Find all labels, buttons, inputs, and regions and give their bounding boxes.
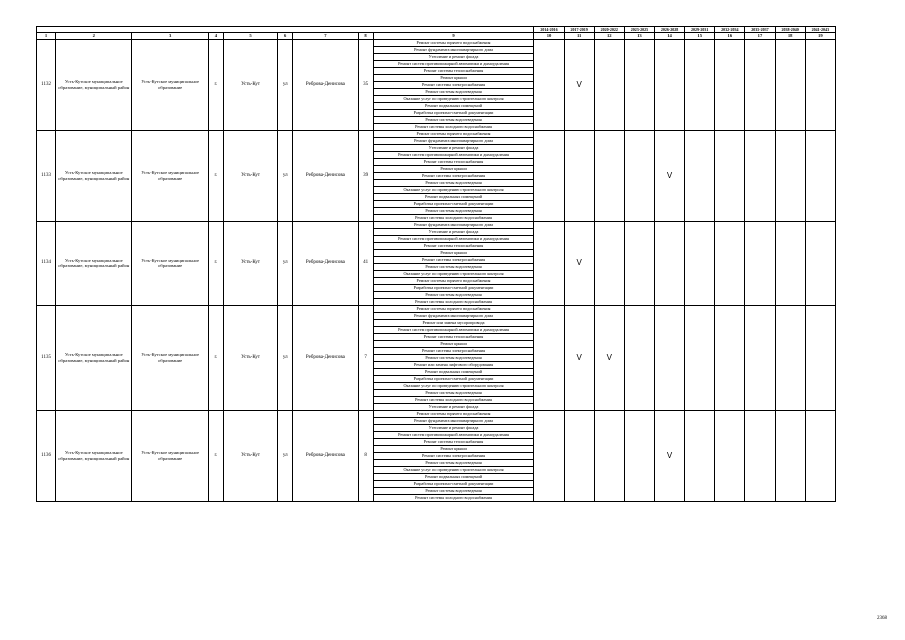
municipality-name: Усть-Кутское муниципальное образование bbox=[132, 221, 208, 305]
street-type: ул bbox=[278, 130, 293, 221]
period-mark-4: V bbox=[654, 130, 684, 221]
work-item: Ремонт систем противопожарной автоматики и дымоудаления bbox=[373, 431, 534, 438]
column-number-13: 13 bbox=[624, 33, 654, 40]
locality-type: г. bbox=[208, 305, 223, 410]
period-mark-3 bbox=[624, 410, 654, 501]
work-item: Оказание услуг по проведению строительного контроля bbox=[373, 186, 534, 193]
work-item: Ремонт подвальных помещений bbox=[373, 102, 534, 109]
period-mark-1: V bbox=[564, 39, 594, 130]
work-item: Ремонт системы теплоснабжения bbox=[373, 67, 534, 74]
period-mark-9 bbox=[805, 39, 835, 130]
period-mark-9 bbox=[805, 130, 835, 221]
work-item: Ремонт системы холодного водоснабжения bbox=[373, 494, 534, 501]
period-mark-0 bbox=[534, 410, 564, 501]
work-item: Ремонт системы электроснабжения bbox=[373, 172, 534, 179]
work-item: Ремонт систем противопожарной автоматики и дымоудаления bbox=[373, 151, 534, 158]
work-item: Ремонт системы электроснабжения bbox=[373, 81, 534, 88]
period-mark-7 bbox=[745, 130, 775, 221]
district-name: Усть-Кутское муниципальное образование, муниципальный район bbox=[56, 39, 132, 130]
period-mark-2 bbox=[594, 221, 624, 305]
work-item: Ремонт подвальных помещений bbox=[373, 193, 534, 200]
work-item: Разработка проектно-сметной документации bbox=[373, 200, 534, 207]
page-number: 2368 bbox=[877, 616, 887, 621]
period-mark-5 bbox=[685, 305, 715, 410]
column-number-1: 1 bbox=[37, 33, 56, 40]
street-type: ул bbox=[278, 39, 293, 130]
house-number: 39 bbox=[358, 130, 373, 221]
year-header-1: 2017-2019 bbox=[564, 27, 594, 33]
work-item: Ремонт фундамента многоквартирного дома bbox=[373, 312, 534, 319]
column-number-4: 4 bbox=[208, 33, 223, 40]
period-mark-8 bbox=[775, 221, 805, 305]
house-number: 35 bbox=[358, 39, 373, 130]
work-item: Ремонт системы водоотведения bbox=[373, 389, 534, 396]
year-header-3: 2023-2025 bbox=[624, 27, 654, 33]
column-number-18: 18 bbox=[775, 33, 805, 40]
period-mark-3 bbox=[624, 305, 654, 410]
table-row bbox=[37, 305, 836, 312]
column-number-15: 15 bbox=[685, 33, 715, 40]
municipality-name: Усть-Кутское муниципальное образование bbox=[132, 410, 208, 501]
work-item: Ремонт системы водоотведения bbox=[373, 354, 534, 361]
work-item: Ремонт системы горячего водоснабжения bbox=[373, 130, 534, 137]
year-header-0: 2014-2016 bbox=[534, 27, 564, 33]
period-mark-2 bbox=[594, 130, 624, 221]
work-item: Ремонт системы водоотведения bbox=[373, 263, 534, 270]
period-mark-5 bbox=[685, 39, 715, 130]
record-number: 1133 bbox=[37, 130, 56, 221]
locality-type: г. bbox=[208, 221, 223, 305]
column-number-16: 16 bbox=[715, 33, 745, 40]
work-item: Ремонт фундамента многоквартирного дома bbox=[373, 137, 534, 144]
district-name: Усть-Кутское муниципальное образование, муниципальный район bbox=[56, 410, 132, 501]
locality-name: Усть-Кут bbox=[223, 221, 277, 305]
locality-type: г. bbox=[208, 39, 223, 130]
street-name: Реброва-Денисова bbox=[293, 221, 358, 305]
period-mark-8 bbox=[775, 305, 805, 410]
period-mark-5 bbox=[685, 221, 715, 305]
period-mark-2 bbox=[594, 410, 624, 501]
work-item: Ремонт системы теплоснабжения bbox=[373, 242, 534, 249]
work-item: Ремонт подвальных помещений bbox=[373, 473, 534, 480]
column-number-6: 6 bbox=[278, 33, 293, 40]
work-item: Оказание услуг по проведению строительного контроля bbox=[373, 95, 534, 102]
column-number-2: 2 bbox=[56, 33, 132, 40]
period-mark-3 bbox=[624, 221, 654, 305]
year-header-7: 2035-2037 bbox=[745, 27, 775, 33]
work-item: Утепление и ремонт фасада bbox=[373, 424, 534, 431]
year-header-4: 2026-2028 bbox=[654, 27, 684, 33]
district-name: Усть-Кутское муниципальное образование, муниципальный район bbox=[56, 305, 132, 410]
work-item: Разработка проектно-сметной документации bbox=[373, 480, 534, 487]
table-row bbox=[37, 221, 836, 228]
column-number-10: 10 bbox=[534, 33, 564, 40]
period-mark-9 bbox=[805, 305, 835, 410]
work-item: Оказание услуг по проведению строительного контроля bbox=[373, 466, 534, 473]
column-number-7: 7 bbox=[293, 33, 358, 40]
period-mark-0 bbox=[534, 221, 564, 305]
period-mark-7 bbox=[745, 305, 775, 410]
work-item: Разработка проектно-сметной документации bbox=[373, 284, 534, 291]
period-mark-7 bbox=[745, 39, 775, 130]
period-mark-6 bbox=[715, 410, 745, 501]
street-type: ул bbox=[278, 221, 293, 305]
municipality-name: Усть-Кутское муниципальное образование bbox=[132, 130, 208, 221]
work-item: Ремонт системы водоотведения bbox=[373, 487, 534, 494]
column-number-19: 19 bbox=[805, 33, 835, 40]
table-row bbox=[37, 410, 836, 417]
street-name: Реброва-Денисова bbox=[293, 130, 358, 221]
work-item: Ремонт системы водоотведения bbox=[373, 291, 534, 298]
period-mark-6 bbox=[715, 221, 745, 305]
work-item: Оказание услуг по проведению строительного контроля bbox=[373, 270, 534, 277]
year-header-9: 2041-2043 bbox=[805, 27, 835, 33]
year-header-2: 2020-2022 bbox=[594, 27, 624, 33]
work-item: Ремонт системы холодного водоснабжения bbox=[373, 214, 534, 221]
period-mark-0 bbox=[534, 305, 564, 410]
work-item: Ремонт крыши bbox=[373, 340, 534, 347]
work-item: Ремонт системы водоотведения bbox=[373, 88, 534, 95]
period-mark-7 bbox=[745, 221, 775, 305]
work-item: Ремонт системы теплоснабжения bbox=[373, 158, 534, 165]
work-item: Ремонт системы горячего водоснабжения bbox=[373, 410, 534, 417]
period-mark-4 bbox=[654, 39, 684, 130]
column-number-row bbox=[37, 33, 836, 40]
locality-type: г. bbox=[208, 130, 223, 221]
work-item: Ремонт подвальных помещений bbox=[373, 368, 534, 375]
register-table bbox=[36, 26, 836, 502]
column-number-14: 14 bbox=[654, 33, 684, 40]
period-mark-3 bbox=[624, 130, 654, 221]
work-item: Ремонт системы электроснабжения bbox=[373, 256, 534, 263]
work-item: Ремонт системы водоотведения bbox=[373, 116, 534, 123]
work-item: Ремонт системы горячего водоснабжения bbox=[373, 305, 534, 312]
work-item: Ремонт системы холодного водоснабжения bbox=[373, 298, 534, 305]
work-item: Ремонт системы холодного водоснабжения bbox=[373, 123, 534, 130]
work-item: Оказание услуг по проведению строительного контроля bbox=[373, 382, 534, 389]
work-item: Ремонт или замена лифтового оборудования bbox=[373, 361, 534, 368]
record-number: 1134 bbox=[37, 221, 56, 305]
work-item: Ремонт системы электроснабжения bbox=[373, 452, 534, 459]
work-item: Ремонт систем противопожарной автоматики и дымоудаления bbox=[373, 60, 534, 67]
record-number: 1135 bbox=[37, 305, 56, 410]
year-header-8: 2038-2040 bbox=[775, 27, 805, 33]
table-row bbox=[37, 130, 836, 137]
street-type: ул bbox=[278, 410, 293, 501]
period-mark-0 bbox=[534, 130, 564, 221]
record-number: 1136 bbox=[37, 410, 56, 501]
work-item: Ремонт крыши bbox=[373, 74, 534, 81]
work-item: Ремонт системы теплоснабжения bbox=[373, 438, 534, 445]
work-item: Утепление и ремонт фасада bbox=[373, 228, 534, 235]
work-item: Ремонт системы водоотведения bbox=[373, 179, 534, 186]
column-number-17: 17 bbox=[745, 33, 775, 40]
period-mark-9 bbox=[805, 221, 835, 305]
table-row bbox=[37, 39, 836, 46]
work-item: Ремонт крыши bbox=[373, 445, 534, 452]
period-mark-3 bbox=[624, 39, 654, 130]
column-number-12: 12 bbox=[594, 33, 624, 40]
work-item: Ремонт системы теплоснабжения bbox=[373, 333, 534, 340]
record-number: 1132 bbox=[37, 39, 56, 130]
column-number-11: 11 bbox=[564, 33, 594, 40]
period-mark-7 bbox=[745, 410, 775, 501]
work-item: Утепление и ремонт фасада bbox=[373, 144, 534, 151]
house-number: 41 bbox=[358, 221, 373, 305]
street-name: Реброва-Денисова bbox=[293, 39, 358, 130]
period-mark-0 bbox=[534, 39, 564, 130]
period-mark-8 bbox=[775, 39, 805, 130]
work-item: Ремонт крыши bbox=[373, 165, 534, 172]
period-mark-1 bbox=[564, 130, 594, 221]
year-header-6: 2032-2034 bbox=[715, 27, 745, 33]
municipality-name: Усть-Кутское муниципальное образование bbox=[132, 39, 208, 130]
house-number: 8 bbox=[358, 410, 373, 501]
work-item: Утепление и ремонт фасада bbox=[373, 53, 534, 60]
period-mark-4 bbox=[654, 305, 684, 410]
work-item: Ремонт системы горячего водоснабжения bbox=[373, 277, 534, 284]
period-mark-9 bbox=[805, 410, 835, 501]
work-item: Ремонт системы водоотведения bbox=[373, 459, 534, 466]
locality-name: Усть-Кут bbox=[223, 130, 277, 221]
work-item: Ремонт фундамента многоквартирного дома bbox=[373, 221, 534, 228]
period-mark-1 bbox=[564, 410, 594, 501]
period-mark-2 bbox=[594, 39, 624, 130]
period-mark-1: V bbox=[564, 305, 594, 410]
municipality-name: Усть-Кутское муниципальное образование bbox=[132, 305, 208, 410]
locality-name: Усть-Кут bbox=[223, 305, 277, 410]
period-mark-6 bbox=[715, 39, 745, 130]
work-item: Ремонт систем противопожарной автоматики и дымоудаления bbox=[373, 235, 534, 242]
locality-name: Усть-Кут bbox=[223, 39, 277, 130]
locality-type: г. bbox=[208, 410, 223, 501]
work-item: Ремонт системы холодного водоснабжения bbox=[373, 396, 534, 403]
work-item: Ремонт системы электроснабжения bbox=[373, 347, 534, 354]
work-item: Разработка проектно-сметной документации bbox=[373, 375, 534, 382]
period-mark-6 bbox=[715, 130, 745, 221]
work-item: Ремонт фундамента многоквартирного дома bbox=[373, 417, 534, 424]
column-number-9: 9 bbox=[373, 33, 534, 40]
period-mark-4: V bbox=[654, 410, 684, 501]
column-number-8: 8 bbox=[358, 33, 373, 40]
work-item: Ремонт системы водоотведения bbox=[373, 207, 534, 214]
period-mark-5 bbox=[685, 410, 715, 501]
work-item: Утепление и ремонт фасада bbox=[373, 403, 534, 410]
work-item: Разработка проектно-сметной документации bbox=[373, 109, 534, 116]
work-item: Ремонт крыши bbox=[373, 249, 534, 256]
column-number-5: 5 bbox=[223, 33, 277, 40]
year-header-5: 2029-2031 bbox=[685, 27, 715, 33]
street-name: Реброва-Денисова bbox=[293, 410, 358, 501]
locality-name: Усть-Кут bbox=[223, 410, 277, 501]
period-mark-8 bbox=[775, 410, 805, 501]
period-mark-6 bbox=[715, 305, 745, 410]
column-number-3: 3 bbox=[132, 33, 208, 40]
period-mark-8 bbox=[775, 130, 805, 221]
street-type: ул bbox=[278, 305, 293, 410]
house-number: 7 bbox=[358, 305, 373, 410]
period-mark-4 bbox=[654, 221, 684, 305]
period-mark-2: V bbox=[594, 305, 624, 410]
street-name: Реброва-Денисова bbox=[293, 305, 358, 410]
period-mark-1: V bbox=[564, 221, 594, 305]
district-name: Усть-Кутское муниципальное образование, муниципальный район bbox=[56, 130, 132, 221]
work-item: Ремонт или замена мусоропровода bbox=[373, 319, 534, 326]
period-mark-5 bbox=[685, 130, 715, 221]
work-item: Ремонт системы горячего водоснабжения bbox=[373, 39, 534, 46]
district-name: Усть-Кутское муниципальное образование, муниципальный район bbox=[56, 221, 132, 305]
work-item: Ремонт систем противопожарной автоматики и дымоудаления bbox=[373, 326, 534, 333]
work-item: Ремонт фундамента многоквартирного дома bbox=[373, 46, 534, 53]
